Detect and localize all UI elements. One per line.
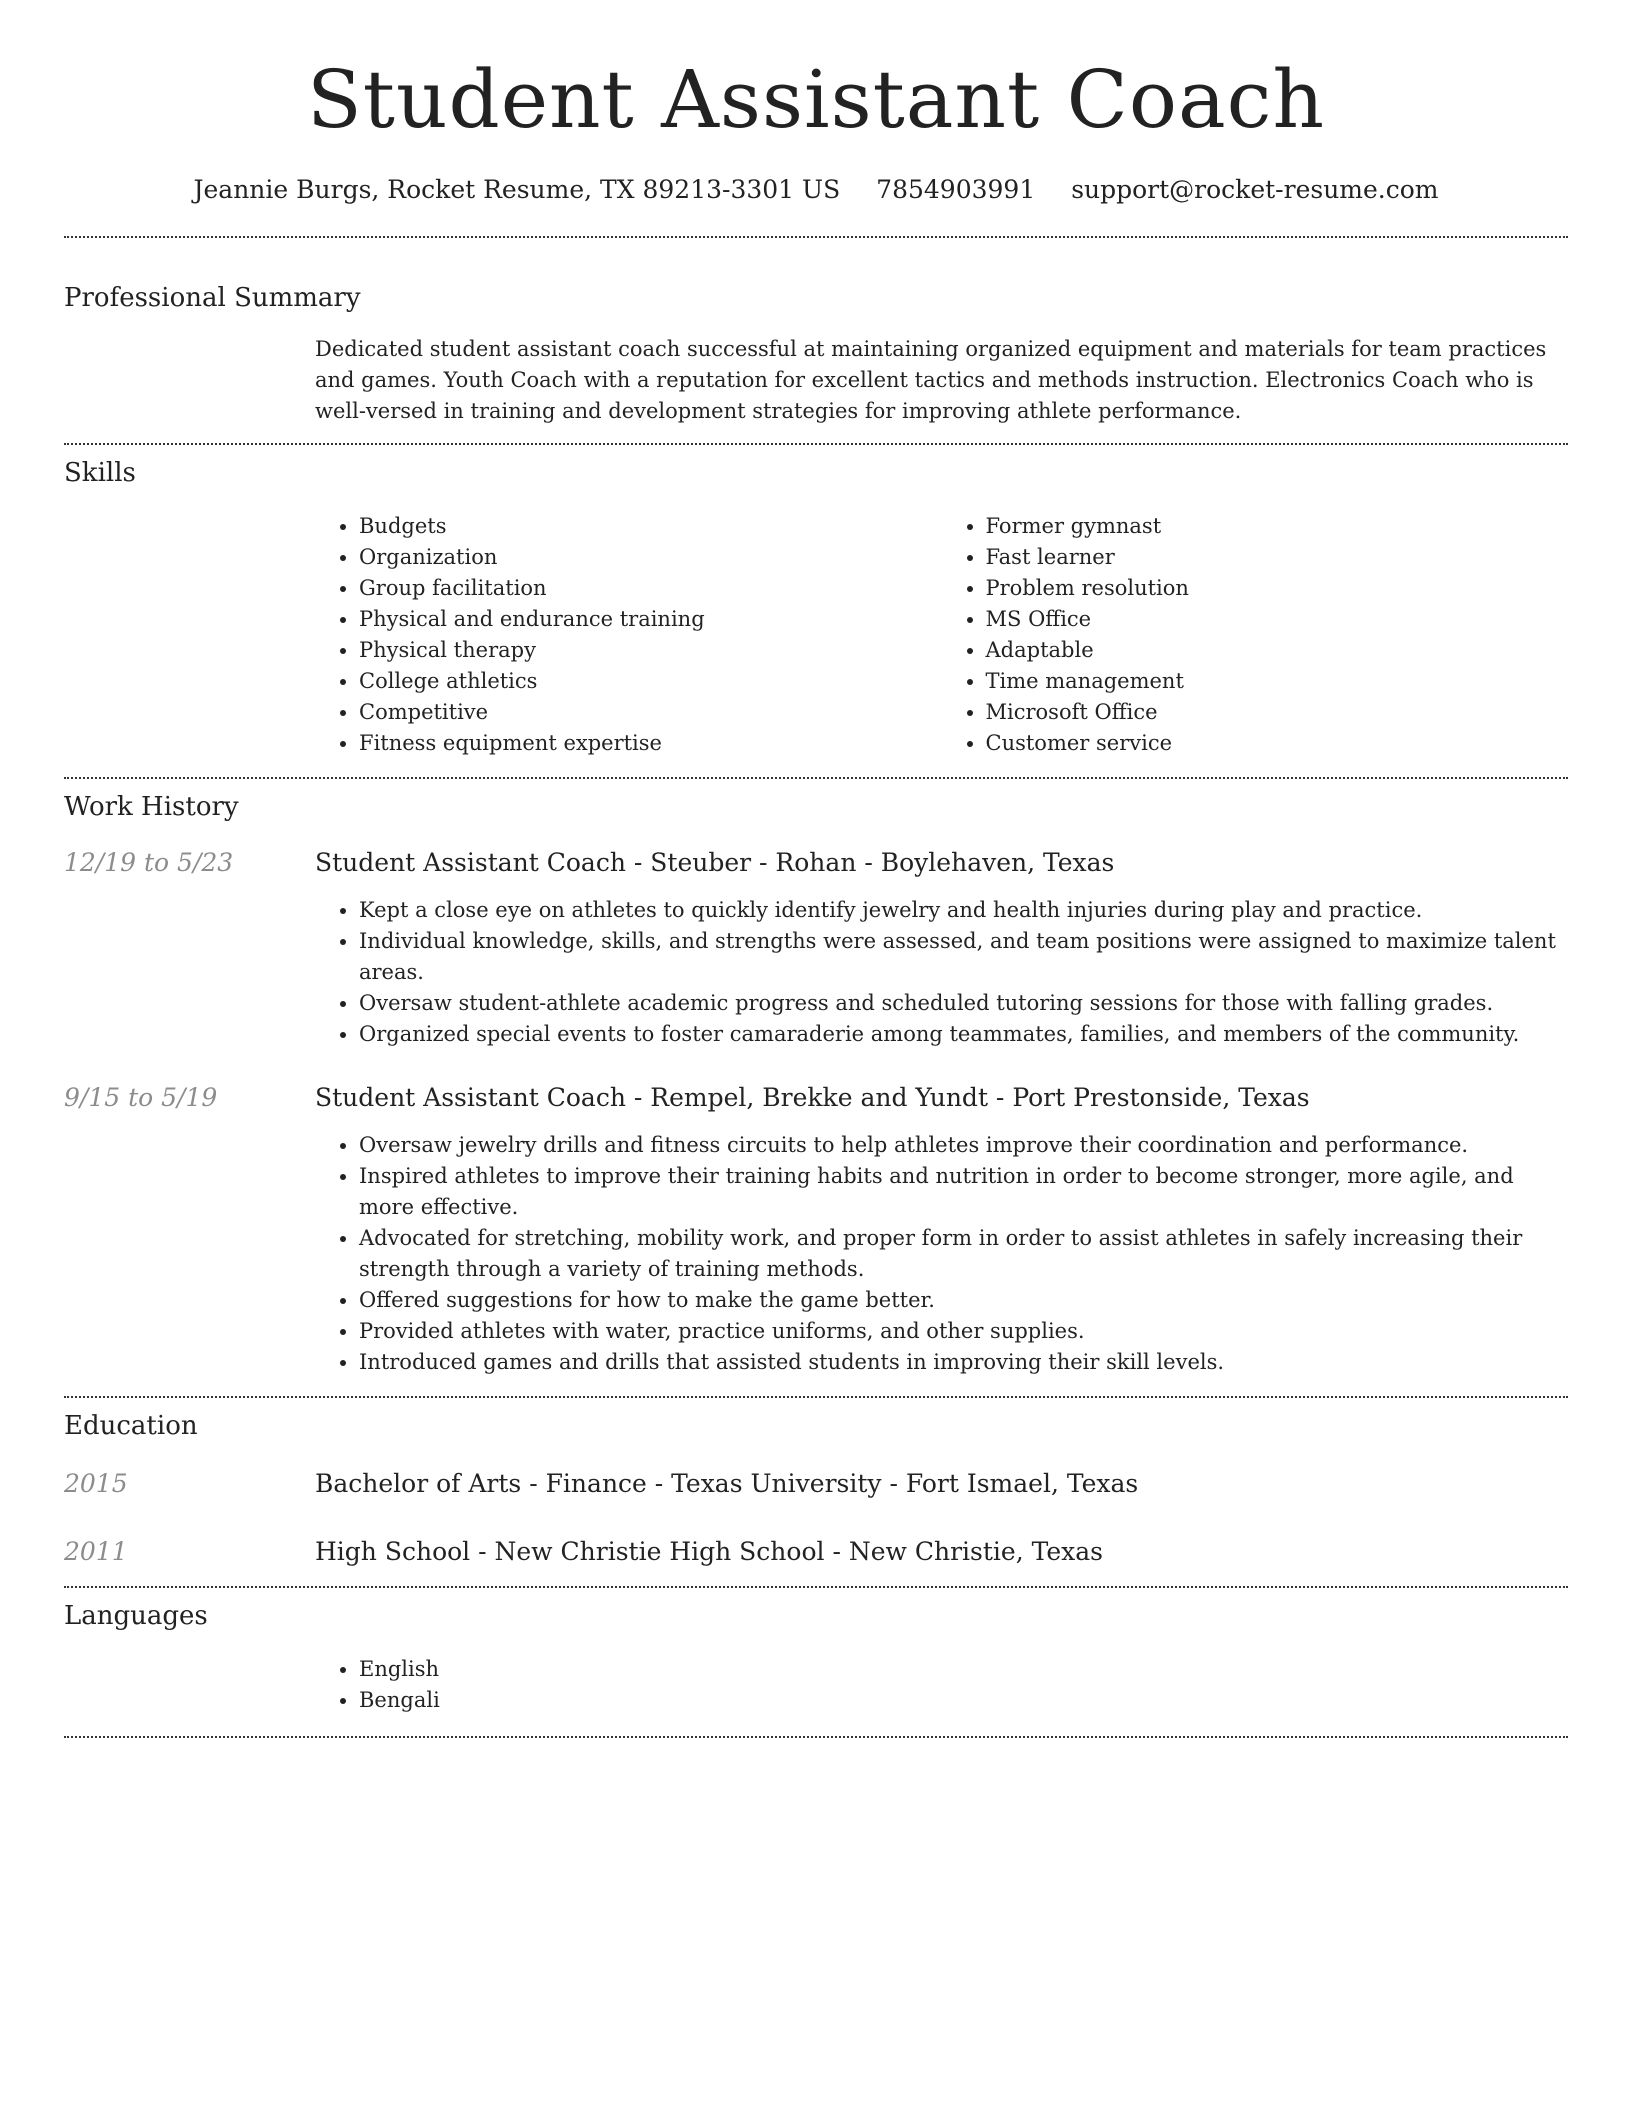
job-bullet: • Individual knowledge, skills, and strengths were assessed, and team positions were assigned to maximize talent areas. <box>359 926 1568 988</box>
job-title: Student Assistant Coach - Steuber - Rohan - Boylehaven, Texas <box>315 848 1115 877</box>
work-heading: Work History <box>64 792 239 822</box>
summary-heading: Professional Summary <box>64 283 361 313</box>
languages-list <box>315 1654 1568 1716</box>
contact-phone: 7854903991 <box>876 175 1036 204</box>
skill-item: • Organization <box>359 542 942 573</box>
job-entry <box>64 1082 1568 1114</box>
resume-title: Student Assistant Coach <box>307 53 1325 146</box>
skill-item: • Former gymnast <box>986 511 1569 542</box>
languages-section <box>64 1588 1568 1716</box>
skill-item: • Physical and endurance training <box>359 604 942 635</box>
job-bullet: • Offered suggestions for how to make the game better. <box>359 1285 1568 1316</box>
job-bullet: • Oversaw jewelry drills and fitness circuits to help athletes improve their coordination and performance. <box>359 1130 1568 1161</box>
education-section <box>64 1398 1568 1568</box>
job-bullet: • Oversaw student-athlete academic progress and scheduled tutoring sessions for those with falling grades. <box>359 988 1568 1019</box>
work-section <box>64 779 1568 1378</box>
resume-page <box>64 0 1568 1738</box>
skill-item: • Fast learner <box>986 542 1569 573</box>
divider <box>64 1736 1568 1738</box>
language-item: • Bengali <box>359 1685 1568 1716</box>
job-bullet: • Inspired athletes to improve their training habits and nutrition in order to become stronger, more agile, and more effective. <box>359 1161 1568 1223</box>
skills-list-left <box>315 511 942 759</box>
summary-text: Dedicated student assistant coach successful at maintaining organized equipment and materials for team practices and games. Youth Coach with a reputation for excellent tactics and methods instruction. Electronics Coach who is well-versed in training and development strategies for improving athlete performance. <box>315 337 1547 423</box>
skill-item: • Problem resolution <box>986 573 1569 604</box>
job-bullet: • Advocated for stretching, mobility work, and proper form in order to assist athletes in safely increasing their strength through a variety of training methods. <box>359 1223 1568 1285</box>
job-bullet: • Organized special events to foster camaraderie among teammates, families, and members of the community. <box>359 1019 1568 1050</box>
education-year: 2011 <box>64 1537 128 1566</box>
education-heading: Education <box>64 1411 198 1441</box>
skill-item: • Budgets <box>359 511 942 542</box>
skill-item: • Customer service <box>986 728 1569 759</box>
contact-email: support@rocket-resume.com <box>1071 175 1439 204</box>
skill-item: • Microsoft Office <box>986 697 1569 728</box>
contact-line <box>64 174 1568 206</box>
skill-item: • Adaptable <box>986 635 1569 666</box>
education-degree: High School - New Christie High School - New Christie, Texas <box>315 1537 1103 1566</box>
education-year: 2015 <box>64 1469 128 1498</box>
skills-section <box>64 445 1568 759</box>
skill-item: • College athletics <box>359 666 942 697</box>
education-entry <box>64 1468 1568 1500</box>
job-bullet: • Provided athletes with water, practice uniforms, and other supplies. <box>359 1316 1568 1347</box>
skill-item: • Competitive <box>359 697 942 728</box>
summary-section <box>64 238 1568 427</box>
contact-address: Jeannie Burgs, Rocket Resume, TX 89213-3301 US <box>193 175 841 204</box>
job-dates: 9/15 to 5/19 <box>64 1083 218 1112</box>
job-title: Student Assistant Coach - Rempel, Brekke and Yundt - Port Prestonside, Texas <box>315 1083 1310 1112</box>
language-item: • English <box>359 1654 1568 1685</box>
skill-item: • Group facilitation <box>359 573 942 604</box>
skill-item: • Physical therapy <box>359 635 942 666</box>
job-entry <box>64 847 1568 879</box>
skill-item: • Fitness equipment expertise <box>359 728 942 759</box>
education-degree: Bachelor of Arts - Finance - Texas University - Fort Ismael, Texas <box>315 1469 1139 1498</box>
job-bullets <box>315 1130 1568 1378</box>
education-entry <box>64 1536 1568 1568</box>
skill-item: • MS Office <box>986 604 1569 635</box>
job-bullet: • Kept a close eye on athletes to quickly identify jewelry and health injuries during play and practice. <box>359 895 1568 926</box>
job-bullets <box>315 895 1568 1050</box>
languages-heading: Languages <box>64 1601 208 1631</box>
job-dates: 12/19 to 5/23 <box>64 848 234 877</box>
skills-heading: Skills <box>64 458 136 488</box>
skills-list-right <box>942 511 1569 759</box>
job-bullet: • Introduced games and drills that assisted students in improving their skill levels. <box>359 1347 1568 1378</box>
skill-item: • Time management <box>986 666 1569 697</box>
